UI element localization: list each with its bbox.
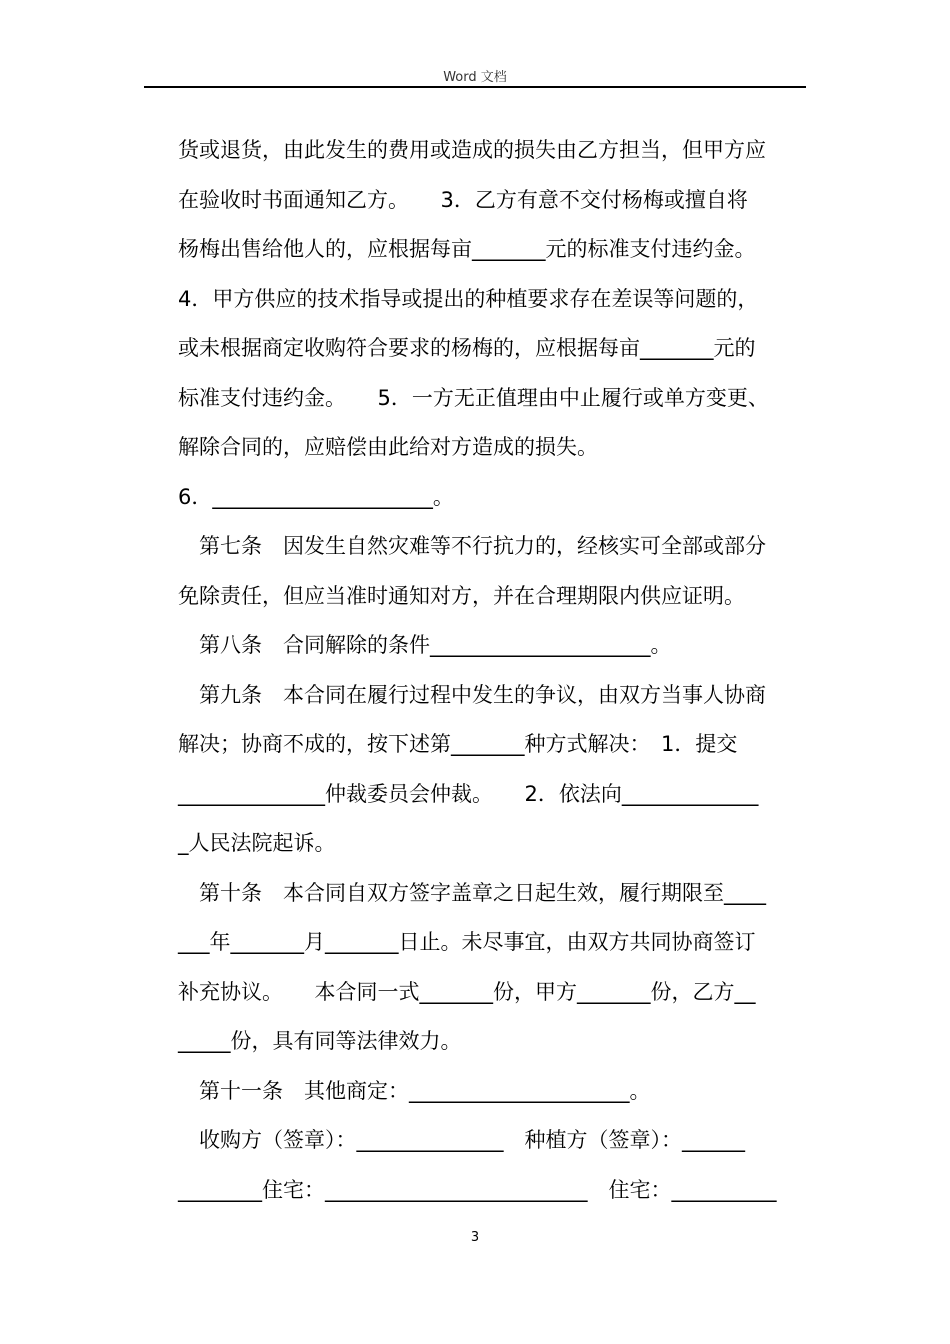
body-line: 免除责任，但应当准时通知对方，并在合理期限内供应证明。 — [178, 583, 745, 608]
address-line: ________住宅：_________________________ 住宅：__________ — [178, 1177, 777, 1202]
article-9-line: 第九条 本合同在履行过程中发生的争议，由双方当事人协商 — [178, 682, 766, 707]
body-line: _人民法院起诉。 — [178, 831, 336, 855]
article-10-line: 第十条 本合同自双方签字盖章之日起生效，履行期限至____ — [178, 880, 766, 905]
body-line: _____份，具有同等法律效力。 — [178, 1029, 462, 1053]
page-number: 3 — [470, 1230, 480, 1245]
body-line: 解除合同的，应赔偿由此给对方造成的损失。 — [178, 435, 598, 459]
article-11-line: 第十一条 其他商定：_____________________。 — [178, 1078, 651, 1103]
header-divider — [144, 86, 806, 88]
body-line: 解决；协商不成的，按下述第_______种方式解决： 1．提交 — [178, 732, 738, 756]
body-line: 货或退货，由此发生的费用或造成的损失由乙方担当，但甲方应 — [178, 138, 766, 162]
body-line: ______________仲裁委员会仲裁。 2．依法向_____________ — [178, 781, 759, 806]
body-line: 补充协议。 本合同一式_______份，甲方_______份，乙方__ — [178, 979, 756, 1004]
body-line: 杨梅出售给他人的，应根据每亩_______元的标准支付违约金。 — [178, 237, 756, 261]
body-line: 6．_____________________。 — [178, 484, 454, 509]
body-line: 4．甲方供应的技术指导或提出的种植要求存在差误等问题的， — [178, 286, 759, 311]
body-line: 标准支付违约金。 5．一方无正值理由中止履行或单方变更、 — [178, 385, 769, 410]
page-header: Word 文档 — [443, 70, 507, 85]
signature-line: 收购方（签章）：______________ 种植方（签章）：______ — [178, 1128, 745, 1152]
body-line: ___年_______月_______日止。未尽事宜，由双方共同协商签订 — [178, 930, 756, 954]
article-7-line: 第七条 因发生自然灾难等不行抗力的，经核实可全部或部分 — [178, 534, 766, 558]
document-body — [178, 126, 818, 1215]
body-line: 在验收时书面通知乙方。 3．乙方有意不交付杨梅或擅自将 — [178, 187, 748, 212]
body-line: 或未根据商定收购符合要求的杨梅的，应根据每亩_______元的 — [178, 336, 756, 360]
article-8-line: 第八条 合同解除的条件_____________________。 — [178, 633, 672, 657]
